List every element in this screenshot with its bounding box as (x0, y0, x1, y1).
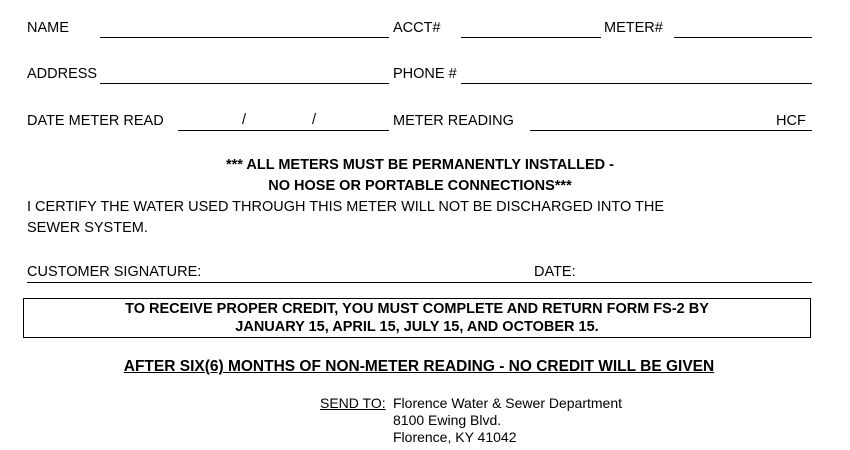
send-to-label: SEND TO: (320, 395, 386, 411)
address-field[interactable] (100, 83, 389, 84)
phone-field[interactable] (461, 83, 812, 84)
phone-label: PHONE # (393, 66, 457, 82)
date-separator-2: / (312, 112, 317, 128)
signature-date-label: DATE: (534, 264, 576, 280)
certify-statement-line2: SEWER SYSTEM. (27, 220, 148, 236)
meter-number-field[interactable] (674, 37, 812, 38)
credit-notice-line2: JANUARY 15, APRIL 15, JULY 15, AND OCTOBER 15. (235, 319, 599, 335)
meter-reading-label: METER READING (393, 113, 514, 129)
no-credit-warning: AFTER SIX(6) MONTHS OF NON-METER READING - NO CREDIT WILL BE GIVEN (123, 358, 715, 375)
address-label: ADDRESS (27, 66, 98, 82)
date-meter-read-field[interactable] (178, 130, 389, 131)
installation-notice-line1: *** ALL METERS MUST BE PERMANENTLY INSTALLED - (225, 157, 615, 173)
certify-statement-line1: I CERTIFY THE WATER USED THROUGH THIS METER WILL NOT BE DISCHARGED INTO THE (27, 199, 665, 215)
installation-notice-line2: NO HOSE OR PORTABLE CONNECTIONS*** (268, 178, 572, 194)
acct-field[interactable] (461, 37, 601, 38)
name-field[interactable] (100, 37, 389, 38)
customer-signature-label: CUSTOMER SIGNATURE: (27, 264, 202, 280)
hcf-unit-label: HCF (776, 113, 806, 129)
customer-signature-field[interactable] (27, 282, 812, 283)
meter-reading-field[interactable] (530, 130, 812, 131)
send-to-address-line2: 8100 Ewing Blvd. (393, 412, 502, 428)
date-separator-1: / (242, 112, 247, 128)
acct-label: ACCT# (393, 20, 441, 36)
send-to-address-line3: Florence, KY 41042 (393, 429, 517, 445)
send-to-address-line1: Florence Water & Sewer Department (393, 395, 623, 411)
meter-number-label: METER# (604, 20, 663, 36)
date-meter-read-label: DATE METER READ (27, 113, 164, 129)
credit-notice-line1: TO RECEIVE PROPER CREDIT, YOU MUST COMPLETE AND RETURN FORM FS-2 BY (125, 301, 709, 317)
name-label: NAME (27, 20, 69, 36)
